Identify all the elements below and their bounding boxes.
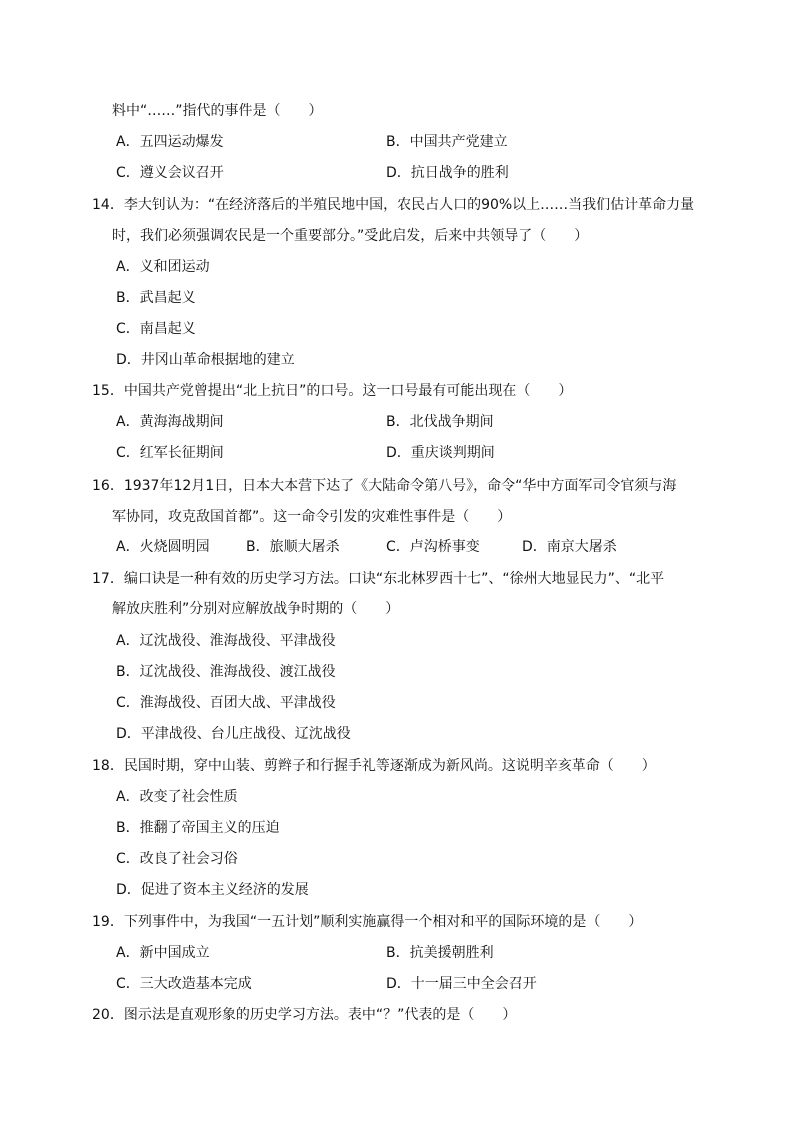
q19-option-a[interactable]: A．新中国成立: [116, 945, 210, 961]
q15-option-b[interactable]: B．北伐战争期间: [386, 414, 494, 430]
q13-option-d[interactable]: D．抗日战争的胜利: [386, 165, 509, 181]
q19-stem: 19．下列事件中，为我国“一五计划”顺利实施赢得一个相对和平的国际环境的是（ ）: [92, 914, 643, 930]
q14-option-c[interactable]: C．南昌起义: [116, 321, 196, 337]
q19-option-c[interactable]: C．三大改造基本完成: [116, 976, 252, 992]
q14-stem-line2: 时，我们必须强调农民是一个重要部分。”受此启发，后来中共领导了（ ）: [112, 228, 589, 244]
q13-option-c[interactable]: C．遵义会议召开: [116, 165, 224, 181]
q18-option-d[interactable]: D．促进了资本主义经济的发展: [116, 882, 309, 898]
q15-option-c[interactable]: C．红军长征期间: [116, 445, 224, 461]
q16-option-a[interactable]: A．火烧圆明园: [116, 539, 210, 555]
q13-option-a[interactable]: A．五四运动爆发: [116, 134, 224, 150]
q17-stem-line1: 17．编口诀是一种有效的历史学习方法。口诀“东北林罗西十七”、“徐州大地显民力”、“北平: [92, 571, 665, 587]
q13-option-b[interactable]: B．中国共产党建立: [386, 134, 508, 150]
q18-option-c[interactable]: C．改良了社会习俗: [116, 851, 238, 867]
q16-option-d[interactable]: D．南京大屠杀: [522, 539, 617, 555]
q17-stem-line2: 解放庆胜利”分别对应解放战争时期的（ ）: [112, 601, 400, 617]
q18-option-a[interactable]: A．改变了社会性质: [116, 789, 238, 805]
q14-option-b[interactable]: B．武昌起义: [116, 290, 196, 306]
q14-option-a[interactable]: A．义和团运动: [116, 259, 210, 275]
q14-stem-line1: 14．李大钊认为：“在经济落后的半殖民地中国，农民占人口的90%以上……当我们估计革命力量: [92, 197, 695, 213]
q16-option-b[interactable]: B．旅顺大屠杀: [246, 539, 340, 555]
q14-option-d[interactable]: D．井冈山革命根据地的建立: [116, 352, 295, 368]
q15-option-a[interactable]: A．黄海海战期间: [116, 414, 224, 430]
q19-option-d[interactable]: D．十一届三中全会召开: [386, 976, 537, 992]
q15-stem: 15．中国共产党曾提出“北上抗日”的口号。这一口号最有可能出现在（ ）: [92, 383, 573, 399]
q20-stem: 20．图示法是直观形象的历史学习方法。表中“？”代表的是（ ）: [92, 1007, 517, 1023]
q18-stem: 18．民国时期，穿中山装、剪辫子和行握手礼等逐渐成为新风尚。这说明辛亥革命（ ）: [92, 758, 656, 774]
q17-option-b[interactable]: B．辽沈战役、淮海战役、渡江战役: [116, 664, 336, 680]
q19-option-b[interactable]: B．抗美援朝胜利: [386, 945, 494, 961]
q17-option-d[interactable]: D．平津战役、台儿庄战役、辽沈战役: [116, 726, 351, 742]
q16-stem-line2: 军协同，攻克敌国首都”。这一命令引发的灾难性事件是（ ）: [112, 509, 512, 525]
q16-stem-line1: 16．1937年12月1日，日本大本营下达了《大陆命令第八号》，命令“华中方面军司令官须与海: [92, 478, 677, 494]
q17-option-c[interactable]: C．淮海战役、百团大战、平津战役: [116, 695, 336, 711]
q16-option-c[interactable]: C．卢沟桥事变: [386, 539, 480, 555]
q18-option-b[interactable]: B．推翻了帝国主义的压迫: [116, 820, 280, 836]
q15-option-d[interactable]: D．重庆谈判期间: [386, 445, 495, 461]
q17-option-a[interactable]: A．辽沈战役、淮海战役、平津战役: [116, 633, 336, 649]
q13-stem-continuation: 料中“……”指代的事件是（ ）: [112, 103, 323, 119]
